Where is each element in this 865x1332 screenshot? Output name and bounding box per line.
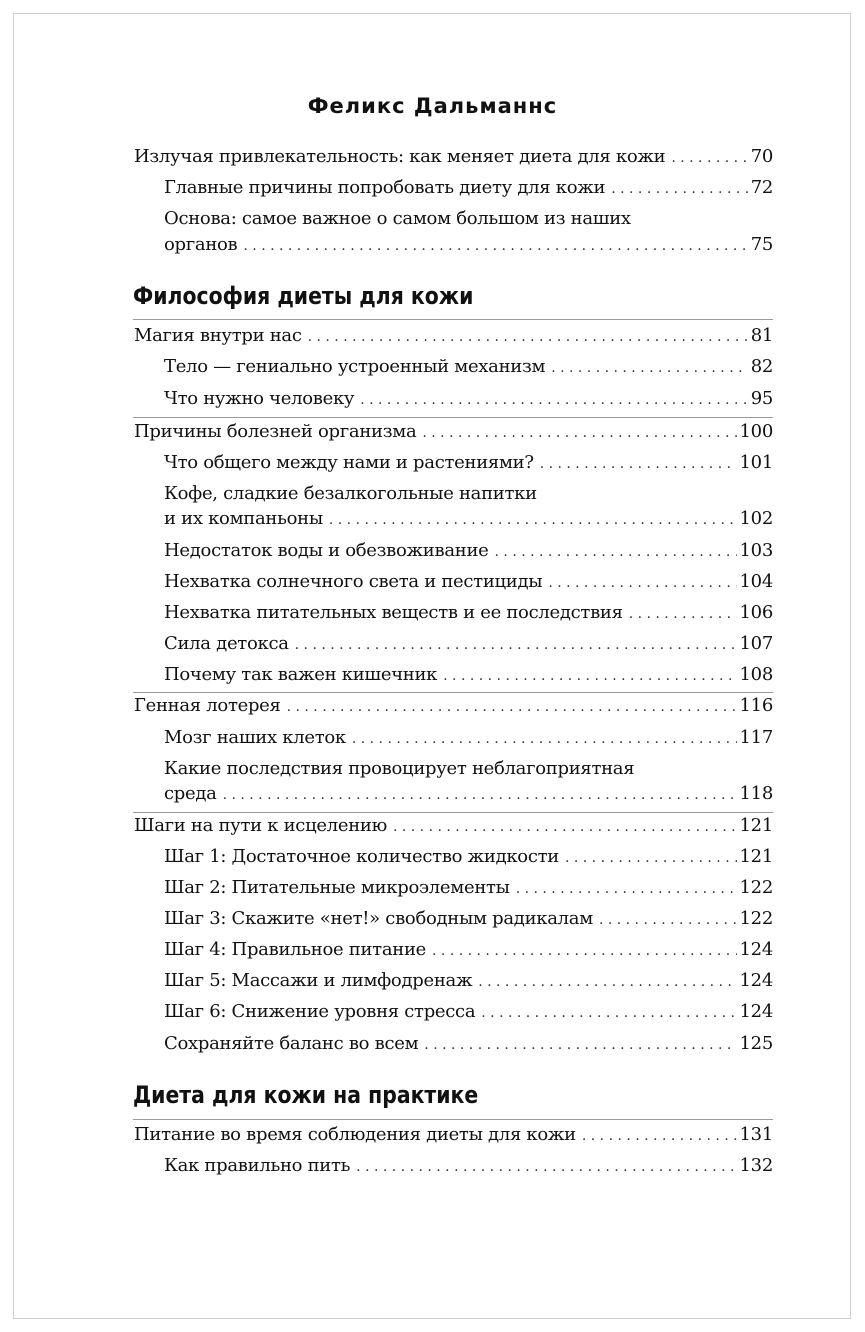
- toc-entry-title: Главные причины попробовать диету для кожи: [164, 177, 606, 198]
- dot-leader: [516, 881, 737, 897]
- toc-entry-title-line1: Основа: самое важное о самом большом из наших: [164, 208, 631, 229]
- toc-entry: [134, 815, 773, 843]
- toc-entry-title: Сохраняйте баланс во всем: [164, 1033, 419, 1054]
- toc-page-number: 121: [739, 815, 773, 836]
- dot-leader: [295, 637, 737, 653]
- toc-subentry: [164, 602, 773, 630]
- toc-entry-title: Причины болезней организма: [134, 421, 417, 442]
- dot-leader: [422, 425, 736, 441]
- toc-subentry: [164, 908, 773, 936]
- toc-entry-title: Шаги на пути к исцелению: [134, 815, 387, 836]
- dot-leader: [329, 512, 737, 528]
- toc-subentry: [164, 664, 773, 692]
- toc-page-number: 122: [739, 877, 773, 898]
- dot-leader: [540, 456, 737, 472]
- toc-page-number: 82: [750, 356, 773, 377]
- dot-leader: [495, 544, 737, 560]
- dot-leader: [548, 575, 736, 591]
- toc-entry: [134, 146, 773, 174]
- toc-entry-title: среда: [164, 783, 217, 804]
- toc-entry-title: Нехватка питательных веществ и ее последствия: [164, 602, 623, 623]
- toc-page-number: 121: [739, 846, 773, 867]
- toc-entry: [134, 1124, 773, 1152]
- toc-page-number: 118: [739, 783, 773, 804]
- toc-page-number: 95: [750, 388, 773, 409]
- dot-leader: [356, 1159, 736, 1175]
- entry-rule: [133, 812, 773, 813]
- dot-leader: [223, 787, 737, 803]
- toc-subentry: [164, 356, 773, 384]
- section-heading: Диета для кожи на практике: [133, 1081, 479, 1109]
- toc-page-number: 131: [739, 1124, 773, 1145]
- dot-leader: [360, 392, 748, 408]
- toc-entry-title: Сила детокса: [164, 633, 289, 654]
- section-heading: Философия диеты для кожи: [133, 282, 474, 310]
- toc-subentry: [164, 452, 773, 480]
- toc-entry-title: Излучая привлекательность: как меняет диета для кожи: [134, 146, 666, 167]
- dot-leader: [565, 850, 737, 866]
- toc-page-number: 81: [750, 325, 773, 346]
- toc-page-number: 108: [739, 664, 773, 685]
- dot-leader: [611, 181, 747, 197]
- dot-leader: [671, 150, 747, 166]
- toc-entry-title: Нехватка солнечного света и пестициды: [164, 571, 543, 592]
- toc-entry-title: Шаг 4: Правильное питание: [164, 939, 427, 960]
- toc-entry-title: Шаг 1: Достаточное количество жидкости: [164, 846, 559, 867]
- toc-page-number: 103: [739, 540, 773, 561]
- dot-leader: [352, 731, 737, 747]
- dot-leader: [424, 1037, 736, 1053]
- toc-entry-title: Что нужно человеку: [164, 388, 355, 409]
- dot-leader: [287, 699, 737, 715]
- toc-entry-title: органов: [164, 234, 238, 255]
- toc-subentry: [164, 1033, 773, 1061]
- dot-leader: [308, 329, 748, 345]
- dot-leader: [599, 912, 737, 928]
- entry-rule: [133, 692, 773, 693]
- toc-entry-title: Мозг наших клеток: [164, 727, 346, 748]
- toc-entry-title: Недостаток воды и обезвоживание: [164, 540, 489, 561]
- toc-subentry: [164, 877, 773, 905]
- toc-page-number: 116: [739, 695, 773, 716]
- toc-subentry: [164, 970, 773, 998]
- toc-page-number: 132: [739, 1155, 773, 1176]
- toc-entry-title: Как правильно пить: [164, 1155, 351, 1176]
- toc-entry: [134, 695, 773, 723]
- toc-entry: [134, 325, 773, 353]
- toc-page-number: 125: [739, 1033, 773, 1054]
- toc-page-number: 106: [739, 602, 773, 623]
- running-head: Феликс Дальманнс: [307, 94, 558, 118]
- dot-leader: [432, 943, 737, 959]
- toc-entry-title: Магия внутри нас: [134, 325, 302, 346]
- toc-subentry: [164, 234, 773, 262]
- toc-page-number: 104: [739, 571, 773, 592]
- toc-entry-title-line1: Какие последствия провоцирует неблагоприятная: [164, 758, 635, 779]
- toc-entry-title: и их компаньоны: [164, 508, 323, 529]
- toc-subentry: [164, 1001, 773, 1029]
- dot-leader: [393, 819, 737, 835]
- dot-leader: [443, 668, 736, 684]
- toc-subentry: [164, 1155, 773, 1183]
- toc-page-number: 124: [739, 1001, 773, 1022]
- toc-page-number: 107: [739, 633, 773, 654]
- section-rule: [133, 1119, 773, 1120]
- toc-page-number: 100: [739, 421, 773, 442]
- dot-leader: [243, 238, 747, 254]
- toc-subentry: [164, 177, 773, 205]
- toc-page-number: 75: [750, 234, 773, 255]
- toc-subentry: [164, 388, 773, 416]
- dot-leader: [582, 1128, 737, 1144]
- toc-subentry: [164, 508, 773, 536]
- toc-entry-title: Что общего между нами и растениями?: [164, 452, 534, 473]
- toc-subentry: [164, 633, 773, 661]
- toc-page-number: 122: [739, 908, 773, 929]
- toc-subentry: [164, 783, 773, 811]
- toc-entry-title: Шаг 3: Скажите «нет!» свободным радикалам: [164, 908, 593, 929]
- dot-leader: [478, 974, 736, 990]
- toc-page-number: 101: [739, 452, 773, 473]
- toc-entry: [134, 421, 773, 449]
- toc-page-number: 117: [739, 727, 773, 748]
- dot-leader: [551, 360, 747, 376]
- toc-page-number: 124: [739, 970, 773, 991]
- toc-entry-title-line1: Кофе, сладкие безалкогольные напитки: [164, 483, 537, 504]
- toc-entry-title: Тело — гениально устроенный механизм: [164, 356, 546, 377]
- toc-subentry: [164, 540, 773, 568]
- toc-subentry: [164, 727, 773, 755]
- toc-subentry: [164, 846, 773, 874]
- toc-page-number: 124: [739, 939, 773, 960]
- toc-entry-title: Генная лотерея: [134, 695, 281, 716]
- toc-entry-title: Почему так важен кишечник: [164, 664, 438, 685]
- dot-leader: [629, 606, 737, 622]
- section-rule: [133, 319, 773, 320]
- toc-page-number: 72: [750, 177, 773, 198]
- toc-subentry: [164, 571, 773, 599]
- toc-entry-title: Шаг 5: Массажи и лимфодренаж: [164, 970, 473, 991]
- toc-page-number: 102: [739, 508, 773, 529]
- toc-page-number: 70: [750, 146, 773, 167]
- toc-entry-title: Шаг 2: Питательные микроэлементы: [164, 877, 510, 898]
- dot-leader: [481, 1005, 736, 1021]
- toc-entry-title: Питание во время соблюдения диеты для кожи: [134, 1124, 576, 1145]
- toc-subentry: [164, 939, 773, 967]
- toc-entry-title: Шаг 6: Снижение уровня стресса: [164, 1001, 476, 1022]
- entry-rule: [133, 417, 773, 418]
